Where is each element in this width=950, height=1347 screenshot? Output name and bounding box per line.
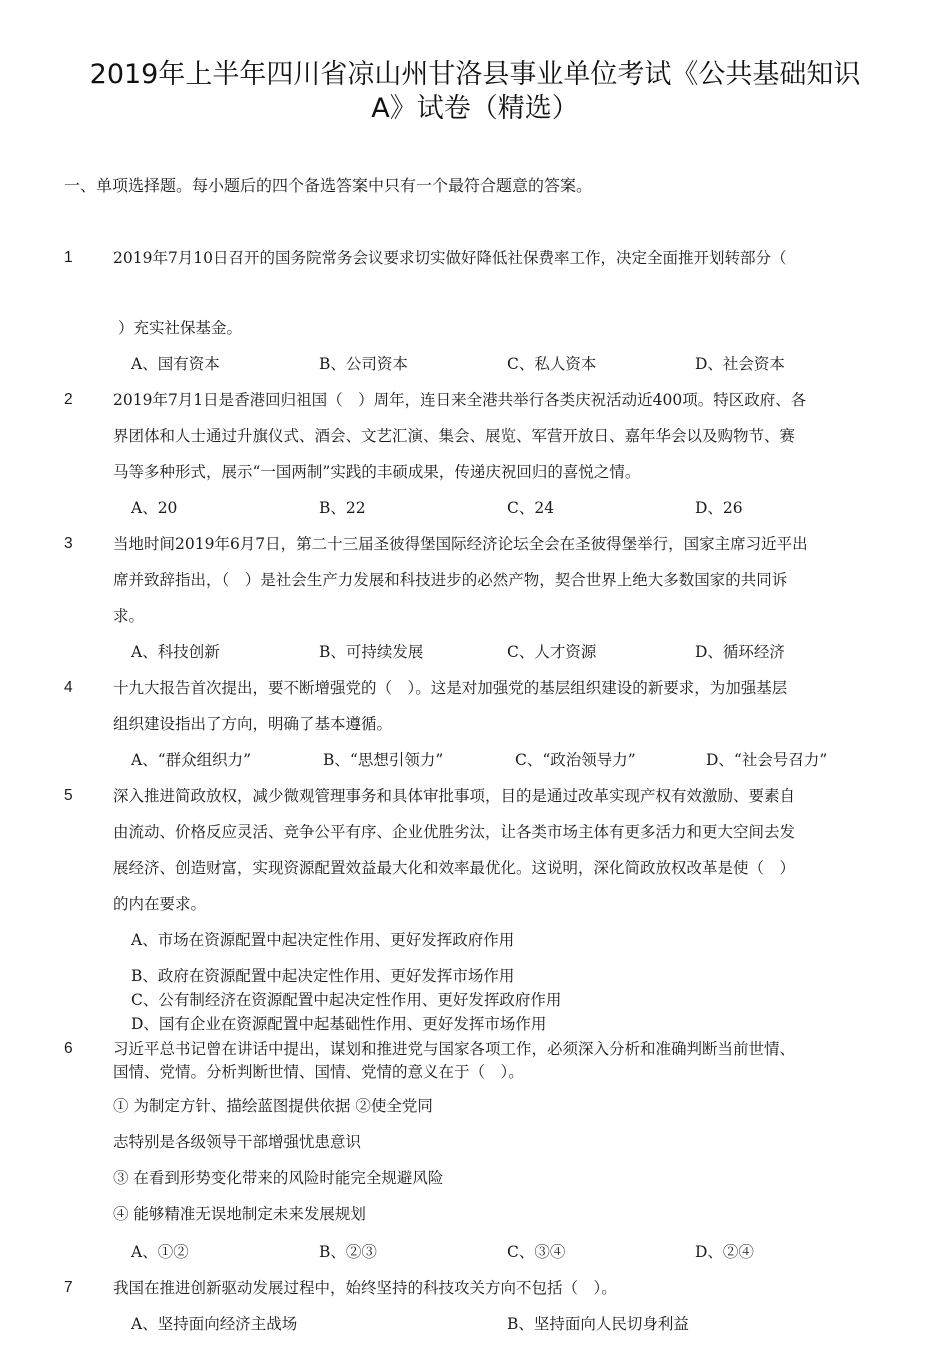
question-text-line: 由流动、价格反应灵活、竞争公平有序、企业优胜劣汰，让各类市场主体有更多活力和更大空间去发 [113, 823, 796, 841]
question-number: 2 [64, 391, 73, 408]
question-number: 3 [64, 535, 73, 552]
question-text-line: 2019年7月1日是香港回归祖国（ ）周年，连日来全港共举行各类庆祝活动近400项。特区政府、各 [113, 391, 807, 409]
option-d: D、社会资本 [695, 355, 785, 373]
question-text-line: 习近平总书记曾在讲话中提出，谋划和推进党与国家各项工作，必须深入分析和准确判断当前世情、 [113, 1040, 796, 1058]
option-c: C、③④ [507, 1243, 566, 1261]
option-b: B、公司资本 [319, 355, 408, 373]
question-text-line: 2019年7月10日召开的国务院常务会议要求切实做好降低社保费率工作，决定全面推开划转部分（ [113, 249, 787, 267]
option-c: C、“政治领导力” [515, 751, 636, 769]
question-text-line: 国情、党情。分析判断世情、国情、党情的意义在于（ ）。 [113, 1063, 524, 1081]
question-text-line: 界团体和人士通过升旗仪式、酒会、文艺汇演、集会、展览、军营开放日、嘉年华会以及购物节、赛 [113, 427, 796, 445]
question-text-line: 十九大报告首次提出，要不断增强党的（ ）。这是对加强党的基层组织建设的新要求，为加强基层 [113, 679, 788, 697]
statement-item: ④ 能够精准无误地制定未来发展规划 [113, 1205, 366, 1223]
option-a: A、“群众组织力” [131, 751, 252, 769]
question-text-line: 我国在推进创新驱动发展过程中，始终坚持的科技攻关方向不包括（ ）。 [113, 1279, 617, 1297]
option-d: D、26 [695, 499, 743, 517]
option-b: B、可持续发展 [319, 643, 424, 661]
option-b: B、“思想引领力” [323, 751, 444, 769]
question-text-line: 深入推进简政放权，减少微观管理事务和具体审批事项，目的是通过改革实现产权有效激励、要素自 [113, 787, 796, 805]
statement-item: 志特别是各级领导干部增强忧患意识 [113, 1133, 362, 1151]
option-b: B、坚持面向人民切身利益 [507, 1315, 689, 1333]
title-line-1: 2019年上半年四川省凉山州甘洛县事业单位考试《公共基础知识 [89, 59, 861, 90]
question-number: 7 [64, 1279, 73, 1296]
option-b: B、②③ [319, 1243, 377, 1261]
question-text-line: 的内在要求。 [113, 895, 207, 913]
question-number: 4 [64, 679, 73, 696]
option-d: D、循环经济 [695, 643, 785, 661]
option-d: D、“社会号召力” [706, 751, 828, 769]
title-line-2: A》试卷（精选） [371, 93, 579, 124]
option-c: C、公有制经济在资源配置中起决定性作用、更好发挥政府作用 [131, 991, 562, 1009]
option-c: C、24 [507, 499, 555, 517]
option-c: C、人才资源 [507, 643, 597, 661]
question-text-line: 求。 [113, 607, 145, 625]
option-c: C、私人资本 [507, 355, 597, 373]
statement-item: ③ 在看到形势变化带来的风险时能完全规避风险 [113, 1169, 444, 1187]
question-text-line: 组织建设指出了方向，明确了基本遵循。 [113, 715, 393, 733]
statement-item: ① 为制定方针、描绘蓝图提供依据 ②使全党同 [113, 1097, 433, 1115]
option-a: A、20 [131, 499, 178, 517]
option-a: A、①② [131, 1243, 189, 1261]
option-a: A、坚持面向经济主战场 [131, 1315, 298, 1333]
question-text-line: 展经济、创造财富，实现资源配置效益最大化和效率最优化。这说明，深化简政放权改革是使（ ） [113, 859, 796, 877]
section-heading: 一、单项选择题。每小题后的四个备选答案中只有一个最符合题意的答案。 [64, 176, 593, 195]
question-text-line: 马等多种形式，展示“一国两制”实践的丰硕成果，传递庆祝回归的喜悦之情。 [113, 463, 641, 481]
option-a: A、市场在资源配置中起决定性作用、更好发挥政府作用 [131, 931, 515, 949]
document-title [40, 58, 910, 126]
option-a: A、科技创新 [131, 643, 220, 661]
option-b: B、政府在资源配置中起决定性作用、更好发挥市场作用 [131, 967, 515, 985]
question-text-line: 当地时间2019年6月7日，第二十三届圣彼得堡国际经济论坛全会在圣彼得堡举行，国家主席习近平出 [113, 535, 808, 553]
option-a: A、国有资本 [131, 355, 220, 373]
option-d: D、国有企业在资源配置中起基础性作用、更好发挥市场作用 [131, 1015, 547, 1033]
question-number: 5 [64, 787, 73, 804]
question-number: 1 [64, 249, 73, 266]
question-number: 6 [64, 1040, 73, 1057]
option-d: D、②④ [695, 1243, 754, 1261]
question-text-line: ）充实社保基金。 [118, 319, 243, 337]
question-text-line: 席并致辞指出，（ ）是社会生产力发展和科技进步的必然产物，契合世界上绝大多数国家的共同诉 [113, 571, 788, 589]
option-b: B、22 [319, 499, 366, 517]
